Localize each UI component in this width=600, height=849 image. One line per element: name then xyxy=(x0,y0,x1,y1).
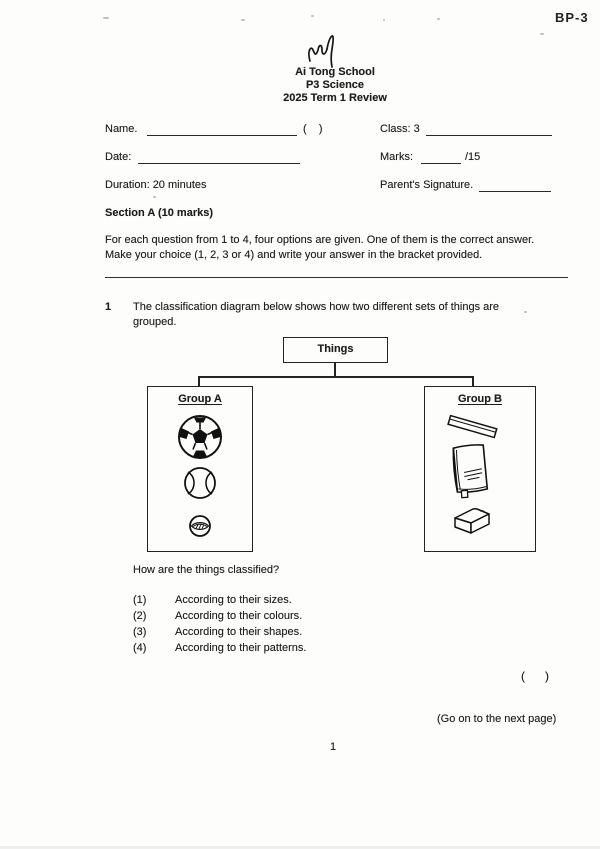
option-4-text: According to their patterns. xyxy=(175,642,307,654)
question-prompt: How are the things classified? xyxy=(133,564,280,576)
option-2-number: (2) xyxy=(133,610,147,622)
connector-crossbar xyxy=(198,376,474,378)
scan-speck xyxy=(103,17,109,19)
section-title: Section A (10 marks) xyxy=(105,207,214,219)
book-icon xyxy=(445,441,497,501)
instructions-line-1: For each question from 1 to 4, four options are given. One of them is the correct answer. xyxy=(105,234,535,246)
school-name: Ai Tong School xyxy=(295,66,375,78)
group-b-label: Group B xyxy=(458,393,502,405)
scan-speck xyxy=(540,33,544,35)
answer-bracket: ( ) xyxy=(521,669,549,683)
class-blank-line xyxy=(426,135,552,136)
instructions-line-2: Make your choice (1, 2, 3 or 4) and write your answer in the bracket provided. xyxy=(105,249,483,261)
marks-blank-line xyxy=(421,163,461,164)
group-a-box xyxy=(147,386,253,552)
page-number: 1 xyxy=(330,741,337,753)
question-text-line-1: The classification diagram below shows how two different sets of things are xyxy=(133,301,500,313)
class-label: Class: 3 xyxy=(380,123,420,135)
marks-total: /15 xyxy=(465,151,481,163)
duration-label: Duration: 20 minutes xyxy=(105,179,207,191)
signature-label: Parent's Signature. xyxy=(380,179,474,191)
eraser-icon xyxy=(449,505,495,539)
option-1-number: (1) xyxy=(133,594,147,606)
name-blank-line xyxy=(147,135,297,136)
question-text-line-2: grouped. xyxy=(133,316,177,328)
page-code: BP-3 xyxy=(555,10,589,25)
question-number: 1 xyxy=(105,301,112,313)
marks-label: Marks: xyxy=(380,151,413,163)
section-divider-line xyxy=(105,277,568,278)
scan-speck xyxy=(241,19,245,21)
option-1-text: According to their sizes. xyxy=(175,594,292,606)
handwritten-initials-icon xyxy=(303,34,351,70)
group-a-label: Group A xyxy=(178,393,222,405)
exam-title: 2025 Term 1 Review xyxy=(283,92,387,104)
name-index-bracket: ( ) xyxy=(303,123,323,135)
option-4-number: (4) xyxy=(133,642,147,654)
date-label: Date: xyxy=(105,151,132,163)
soccer-ball-icon xyxy=(176,413,224,461)
signature-blank-line xyxy=(479,191,551,192)
marble-icon xyxy=(188,514,212,538)
diagram-root-label: Things xyxy=(317,343,354,355)
ruler-icon xyxy=(443,415,501,441)
connector-stem xyxy=(334,363,336,377)
scan-speck xyxy=(524,311,527,313)
name-label: Name. xyxy=(105,123,138,135)
subject-name: P3 Science xyxy=(305,79,365,91)
scan-speck xyxy=(311,15,314,17)
date-blank-line xyxy=(138,163,300,164)
diagram-root-box xyxy=(283,337,388,363)
footer-note: (Go on to the next page) xyxy=(437,713,557,725)
scan-speck xyxy=(437,18,440,20)
scan-speck xyxy=(153,196,156,198)
group-b-box xyxy=(424,386,536,552)
option-3-number: (3) xyxy=(133,626,147,638)
option-3-text: According to their shapes. xyxy=(175,626,303,638)
tennis-ball-icon xyxy=(183,466,217,500)
scan-speck xyxy=(383,19,385,21)
option-2-text: According to their colours. xyxy=(175,610,303,622)
